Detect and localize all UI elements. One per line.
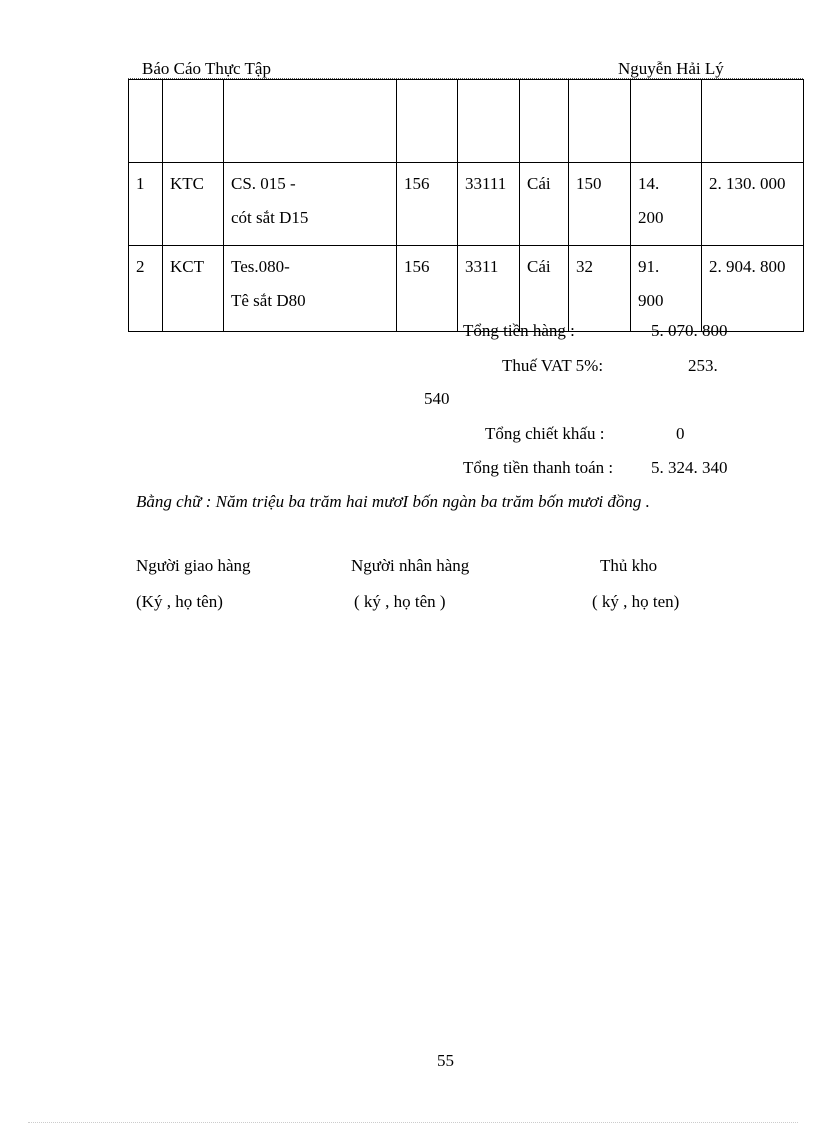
header-author: Nguyễn Hải Lý [618,59,724,78]
item-code: KCT [163,246,224,332]
item-stt: 2 [129,246,163,332]
storekeeper-title: Thủ kho [600,556,658,575]
deliverer-title: Người giao hàng [136,556,251,575]
table-cell [520,80,569,163]
item-debit-account: 156 [397,246,458,332]
item-credit-account: 33111 [458,163,520,246]
receiver-signature-hint: ( ký , họ tên ) [354,592,446,611]
item-quantity: 32 [569,246,631,332]
table-cell [397,80,458,163]
item-price: 14. 200 [631,163,702,246]
item-amount: 2. 130. 000 [702,163,804,246]
goods-total-label: Tổng tiền hàng : [463,321,575,340]
amount-in-words: Bằng chữ : Năm triệu ba trăm hai mươI bốn ngàn ba trăm bốn mươi đồng . [136,492,650,511]
table-row [129,80,804,163]
item-quantity: 150 [569,163,631,246]
storekeeper-signature-hint: ( ký , họ ten) [592,592,680,611]
item-code: KTC [163,163,224,246]
invoice-table [128,79,804,332]
discount-value: 0 [676,424,685,443]
grand-total-value: 5. 324. 340 [651,458,728,477]
table-cell [163,80,224,163]
table-cell [458,80,520,163]
item-stt: 1 [129,163,163,246]
header-title: Báo Cáo Thực Tập [142,59,271,78]
item-price: 91. 900 [631,246,702,332]
table-row [129,163,804,246]
table-cell [569,80,631,163]
table-cell [631,80,702,163]
grand-total-label: Tổng tiền thanh toán : [463,458,614,477]
item-amount: 2. 904. 800 [702,246,804,332]
item-credit-account: 3311 [458,246,520,332]
vat-value-continued: 540 [424,389,450,408]
item-unit: Cái [520,163,569,246]
deliverer-signature-hint: (Ký , họ tên) [136,592,223,611]
vat-label: Thuế VAT 5%: [502,356,604,375]
discount-label: Tổng chiết khấu : [485,424,605,443]
item-unit: Cái [520,246,569,332]
table-cell [702,80,804,163]
page-number: 55 [437,1051,454,1070]
goods-total-value: 5. 070. 800 [651,321,728,340]
table-cell [129,80,163,163]
item-name: CS. 015 - cót sắt D15 [224,163,397,246]
table-cell [224,80,397,163]
table-row [129,246,804,332]
item-name: Tes.080- Tê sắt D80 [224,246,397,332]
receiver-title: Người nhân hàng [351,556,470,575]
item-debit-account: 156 [397,163,458,246]
vat-value: 253. [688,356,718,375]
